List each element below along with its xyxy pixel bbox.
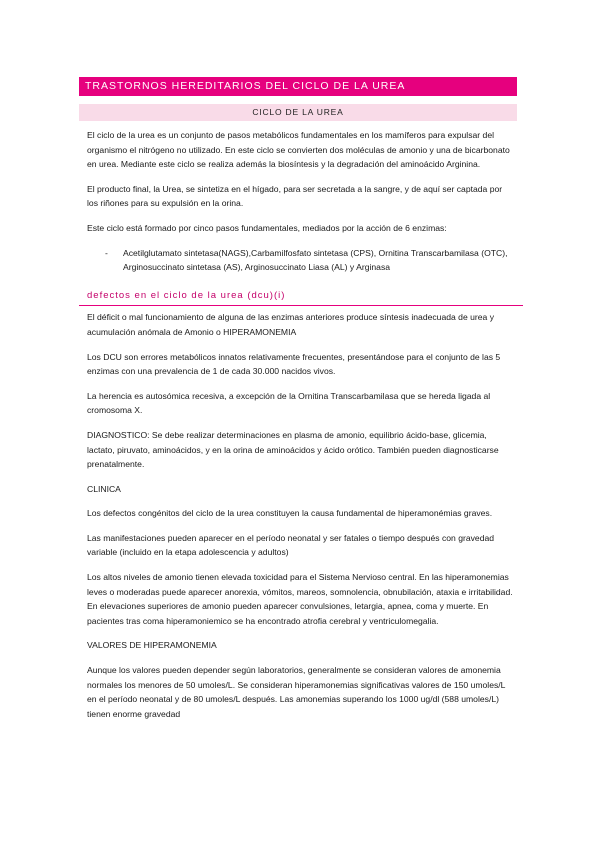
- intro-paragraph-3: Este ciclo está formado por cinco pasos fundamentales, mediados por la acción de 6 enzimas:: [87, 222, 447, 233]
- valores-paragraph-1: Aunque los valores pueden depender según laboratorios, generalmente se consideran valores de amonemia normales los menores de 50 umoles/L. Se consideran hiperamonemias significativas valores de 150 umoles/L en el período neonatal y de 80 umoles/L después. Las amonemias superando los 1000 ug/dl (588 umoles/L) tienen enorme gravedad: [87, 665, 506, 719]
- defects-paragraph-1: El déficit o mal funcionamiento de alguna de las enzimas anteriores produce síntesis inadecuada de urea y acumulación anómala de Amonio o HIPERAMONEMIA: [87, 312, 495, 337]
- valores-label: VALORES DE HIPERAMONEMIA: [87, 640, 217, 651]
- enzyme-list-text: Acetilglutamato sintetasa(NAGS),Carbamilfosfato sintetasa (CPS), Ornitina Transcarbamilasa (OTC), Arginosuccinato sintetasa (AS), Arginosuccinato Liasa (AL) y Arginasa: [123, 247, 508, 273]
- section-subtitle: CICLO DE LA UREA: [79, 104, 517, 121]
- document-title: TRASTORNOS HEREDITARIOS DEL CICLO DE LA UREA: [79, 77, 517, 96]
- defects-heading: defectos en el ciclo de la urea (dcu)(i): [79, 287, 523, 307]
- defects-paragraph-3: La herencia es autosómica recesiva, a excepción de la Ornitina Transcarbamilasa que se hereda ligada al cromosoma X.: [87, 390, 491, 416]
- clinica-paragraph-3: Los altos niveles de amonio tienen elevada toxicidad para el Sistema Nervioso central. En las hiperamonemias leves o moderadas puede aparecer anorexia, vómitos, mareos, somnolencia, obnubilación, ataxia e irritabilidad. En elevaciones superiores de amonio pueden aparecer convulsiones, letargia, apnea, coma y muerte. En pacientes tras coma hiperamoniemico se ha encontrado atrofia cerebral y ventriculomegalia.: [87, 572, 513, 626]
- clinica-label: CLINICA: [87, 483, 121, 494]
- clinica-paragraph-2: Las manifestaciones pueden aparecer en el período neonatal y ser fatales o tiempo después con gravedad variable (incluido en la etapa adolescencia y adultos): [87, 532, 495, 558]
- intro-paragraph-2: El producto final, la Urea, se sintetiza en el hígado, para ser secretada a la sangre, y de aquí ser captada por los riñones para su expulsión en la orina.: [87, 183, 503, 209]
- bullet-dash: -: [105, 247, 108, 258]
- enzyme-list-item: [105, 246, 515, 275]
- diagnostico-paragraph: DIAGNOSTICO: Se debe realizar determinaciones en plasma de amonio, equilibrio ácido-base, glicemia, lactato, piruvato, aminoácidos, y en la orina de aminoácidos y ácido orótico. También pueden diagnosticarse prenatalmente.: [87, 429, 499, 470]
- clinica-paragraph-1: Los defectos congénitos del ciclo de la urea constituyen la causa fundamental de hiperamonémias graves.: [87, 508, 493, 519]
- document-body: [87, 128, 515, 731]
- intro-paragraph-1: El ciclo de la urea es un conjunto de pasos metabólicos fundamentales en los mamíferos para expulsar del organismo el nitrógeno no utilizado. En este ciclo se convierten dos moléculas de amonio y una de bicarbonato en urea. Mediante este ciclo se realiza además la biosíntesis y la degradación del aminoácido Arginina.: [87, 130, 510, 170]
- defects-paragraph-2: Los DCU son errores metabólicos innatos relativamente frecuentes, presentándose para el conjunto de las 5 enzimas con una prevalencia de 1 de cada 30.000 nacidos vivos.: [87, 351, 501, 377]
